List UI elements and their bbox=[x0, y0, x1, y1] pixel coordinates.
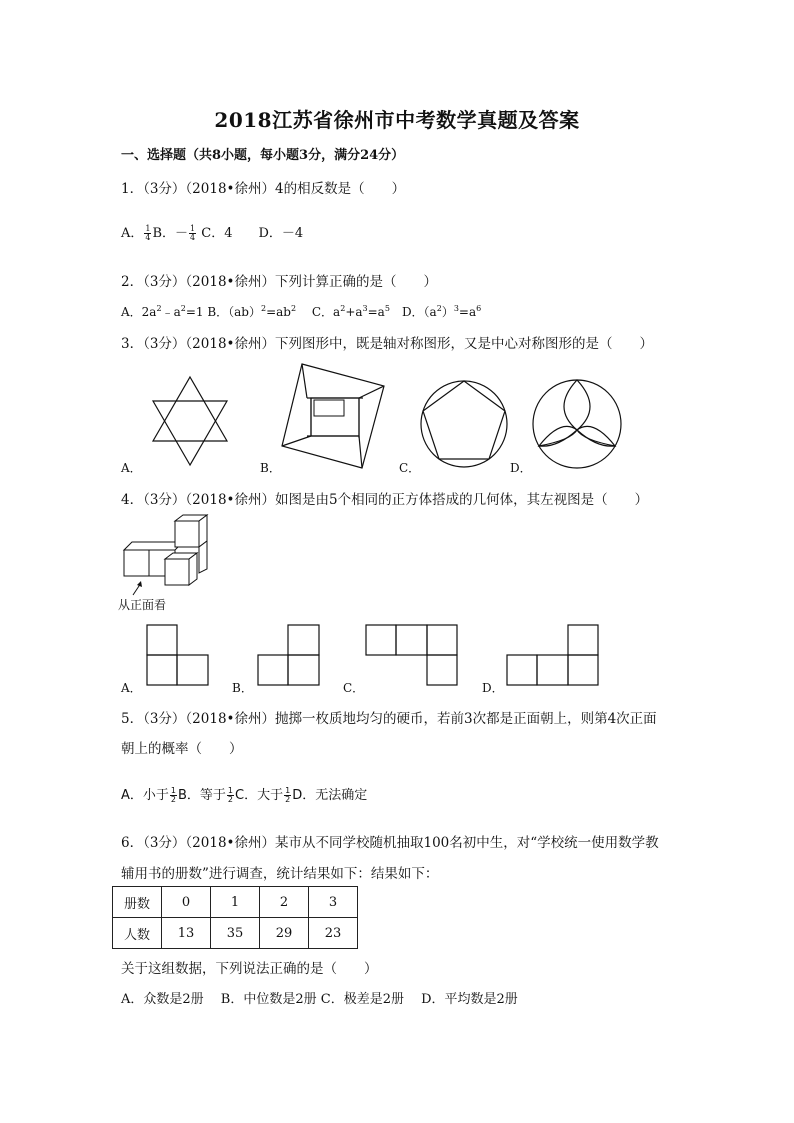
table-cell: 35 bbox=[211, 918, 260, 949]
table-row bbox=[113, 918, 358, 949]
fraction-denominator: 4 bbox=[145, 233, 151, 242]
fraction-numerator: 1 bbox=[227, 786, 234, 795]
q5-option-d: D．无法确定 bbox=[292, 788, 368, 803]
fraction-numerator: 1 bbox=[145, 224, 151, 233]
q5-option-b: B．等于 bbox=[178, 788, 226, 803]
q5-fraction bbox=[227, 787, 234, 804]
cube-stack-figure bbox=[121, 513, 213, 599]
fraction-denominator: 2 bbox=[285, 795, 291, 804]
q1-option-b-prefix: B．－ bbox=[152, 226, 189, 241]
q3-label-d: D． bbox=[510, 461, 532, 475]
q1-options-cd: C．4 D．－4 bbox=[201, 226, 304, 241]
table-row bbox=[113, 887, 358, 918]
three-petal-circle-figure bbox=[531, 378, 623, 470]
q3-label-c: C． bbox=[399, 461, 421, 475]
left-view-option-d bbox=[506, 624, 600, 688]
question-5-stem-line2: 朝上的概率（ ） bbox=[121, 741, 243, 757]
table-cell: 3 bbox=[309, 887, 358, 918]
question-1-options bbox=[121, 222, 303, 242]
table-cell: 册数 bbox=[113, 887, 162, 918]
question-6-followup: 关于这组数据，下列说法正确的是（ ） bbox=[121, 961, 378, 977]
question-6-options: A．众数是2册 B．中位数是2册 C．极差是2册 D．平均数是2册 bbox=[121, 992, 518, 1007]
question-3-stem: 3．（3分）（2018•徐州）下列图形中，既是轴对称图形，又是中心对称图形的是（ ） bbox=[121, 336, 653, 352]
left-view-option-b bbox=[257, 624, 321, 688]
fraction-numerator: 1 bbox=[170, 786, 176, 795]
pinwheel-square-figure bbox=[280, 360, 390, 472]
q2-sup: 6 bbox=[476, 304, 482, 313]
question-2-stem: 2．（3分）（2018•徐州）下列计算正确的是（ ） bbox=[121, 274, 437, 290]
question-6-stem-line2: 辅用书的册数”进行调查，统计结果如下：结果如下： bbox=[121, 866, 439, 882]
q2-text: =ab bbox=[266, 305, 291, 319]
q2-sup: 5 bbox=[384, 304, 390, 313]
q4-label-a: A． bbox=[121, 681, 142, 695]
table-cell: 13 bbox=[162, 918, 211, 949]
q1-option-b-fraction bbox=[189, 225, 196, 242]
hexagram-figure bbox=[150, 375, 230, 467]
q2-sup: 3 bbox=[362, 304, 368, 313]
q2-text: =1 B．（ab） bbox=[185, 305, 261, 319]
q4-label-d: D． bbox=[482, 681, 504, 695]
q2-sup: 3 bbox=[453, 304, 459, 313]
fraction-denominator: 2 bbox=[170, 795, 176, 804]
table-cell: 2 bbox=[260, 887, 309, 918]
fraction-denominator: 4 bbox=[190, 233, 196, 242]
q2-text: ﹣a bbox=[161, 305, 181, 319]
q4-label-c: C． bbox=[343, 681, 365, 695]
survey-table bbox=[112, 886, 358, 949]
q5-option-a: A．小于 bbox=[121, 788, 169, 803]
view-direction-label: 从正面看 bbox=[118, 598, 167, 612]
q2-text: =a bbox=[458, 305, 477, 319]
q2-text: D．（a bbox=[389, 305, 437, 319]
question-1-stem: 1．（3分）（2018•徐州）4的相反数是（ ） bbox=[121, 181, 406, 197]
q5-fraction bbox=[284, 787, 291, 804]
q4-label-b: B． bbox=[232, 681, 253, 695]
table-cell: 1 bbox=[211, 887, 260, 918]
q2-sup: 2 bbox=[340, 304, 346, 313]
left-view-option-a bbox=[146, 624, 210, 688]
table-cell: 人数 bbox=[113, 918, 162, 949]
left-view-option-c bbox=[365, 624, 459, 688]
q2-sup: 2 bbox=[436, 304, 442, 313]
fraction-numerator: 1 bbox=[285, 786, 291, 795]
q2-text: =a bbox=[367, 305, 385, 319]
q2-sup: 2 bbox=[290, 304, 297, 313]
q2-text: C．a bbox=[296, 305, 341, 319]
q2-sup: 2 bbox=[180, 304, 186, 313]
question-4-stem: 4．（3分）（2018•徐州）如图是由5个相同的正方体搭成的几何体，其左视图是（ ） bbox=[121, 492, 649, 508]
q1-option-a-prefix: A． bbox=[121, 226, 144, 241]
q3-label-b: B． bbox=[260, 461, 281, 475]
question-5-stem-line1: 5．（3分）（2018•徐州）抛掷一枚质地均匀的硬币，若前3次都是正面朝上，则第4次正面 bbox=[121, 711, 657, 727]
q2-text: +a bbox=[345, 305, 363, 319]
fraction-numerator: 1 bbox=[190, 224, 196, 233]
table-cell: 23 bbox=[309, 918, 358, 949]
q5-option-c: C．大于 bbox=[235, 788, 284, 803]
q2-text: ） bbox=[441, 305, 454, 319]
question-2-options bbox=[121, 303, 481, 320]
table-cell: 29 bbox=[260, 918, 309, 949]
q2-sup: 2 bbox=[260, 304, 267, 313]
q2-text: A．2a bbox=[121, 305, 157, 319]
question-6-stem-line1: 6．（3分）（2018•徐州）某市从不同学校随机抽取100名初中生，对“学校统一使用数学教 bbox=[121, 835, 659, 851]
question-5-options bbox=[121, 784, 367, 804]
fraction-denominator: 2 bbox=[227, 795, 234, 804]
table-cell: 0 bbox=[162, 887, 211, 918]
q1-option-a-fraction bbox=[144, 225, 151, 242]
q5-fraction bbox=[170, 787, 177, 804]
section-heading: 一、选择题（共8小题，每小题3分，满分24分） bbox=[121, 148, 405, 163]
q2-sup: 2 bbox=[156, 304, 162, 313]
pentagon-in-circle-figure bbox=[419, 379, 509, 469]
page-title: 2018江苏省徐州市中考数学真题及答案 bbox=[214, 108, 580, 132]
q3-label-a: A． bbox=[121, 461, 142, 475]
